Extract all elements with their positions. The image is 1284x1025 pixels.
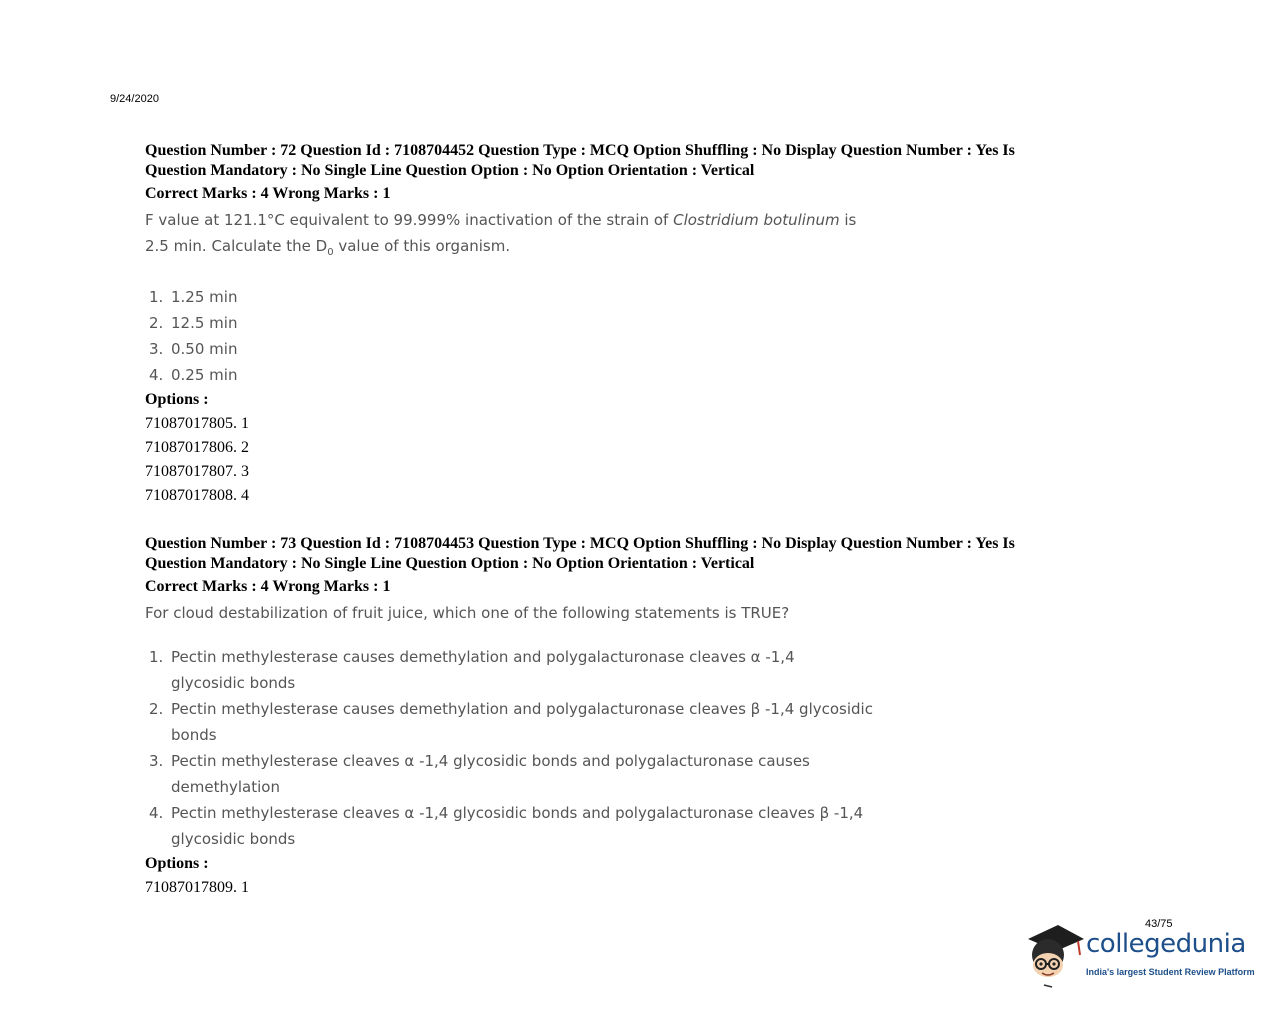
choice-number: 2.	[149, 700, 164, 718]
question-72	[145, 141, 1105, 508]
choice-number: 4.	[149, 366, 164, 384]
choice-text: 0.50 min	[171, 340, 238, 358]
choice-number: 1.	[149, 648, 164, 666]
meta-line-2: Question Mandatory : No Single Line Question Option : No Option Orientation : Vertical	[145, 161, 755, 179]
question-meta	[145, 141, 1105, 180]
question-stem	[145, 207, 1105, 266]
choice-item	[149, 644, 1105, 696]
stem-text: F value at 121.1°C equivalent to 99.999% inactivation of the strain of	[145, 211, 674, 229]
meta-line-1: Question Number : 73 Question Id : 7108704453 Question Type : MCQ Option Shuffling : No Display Question Number : Yes Is	[145, 535, 1015, 552]
logo-wordmark: collegedunia	[1086, 929, 1246, 959]
mascot-icon	[1022, 915, 1086, 990]
question-73	[145, 534, 1105, 900]
option-id: 71087017809. 1	[145, 879, 249, 896]
options-label: Options :	[145, 855, 209, 872]
choice-text: 1.25 min	[171, 288, 238, 306]
choice-number: 4.	[149, 804, 164, 822]
question-meta	[145, 534, 1105, 573]
meta-line-1: Question Number : 72 Question Id : 7108704452 Question Type : MCQ Option Shuffling : No Display Question Number : Yes Is	[145, 142, 1015, 159]
choice-number: 2.	[149, 314, 164, 332]
logo-tagline: India's largest Student Review Platform	[1086, 967, 1255, 977]
collegedunia-logo[interactable]	[1022, 915, 1262, 995]
organism-name: Clostridium botulinum	[673, 211, 840, 229]
option-id: 71087017807. 3	[145, 463, 249, 480]
choice-text: demethylation	[171, 778, 280, 796]
choice-text: Pectin methylesterase causes demethylation and polygalacturonase cleaves β -1,4 glycosidic	[171, 700, 873, 718]
marks-line: Correct Marks : 4 Wrong Marks : 1	[145, 578, 391, 595]
choice-item	[149, 696, 1105, 748]
subscript: 0	[327, 247, 334, 258]
choice-item	[149, 800, 1105, 852]
choice-item	[149, 748, 1105, 800]
choice-text: Pectin methylesterase cleaves α -1,4 glycosidic bonds and polygalacturonase cleaves β -1,4	[171, 804, 864, 822]
choice-item	[149, 284, 1105, 310]
choice-text: glycosidic bonds	[171, 830, 296, 848]
choice-text: Pectin methylesterase cleaves α -1,4 glycosidic bonds and polygalacturonase causes	[171, 752, 810, 770]
choice-number: 1.	[149, 288, 164, 306]
option-id: 71087017808. 4	[145, 487, 249, 504]
choice-number: 3.	[149, 340, 164, 358]
choice-item	[149, 362, 1105, 388]
choice-list	[145, 644, 1105, 852]
choice-item	[149, 310, 1105, 336]
print-date: 9/24/2020	[110, 93, 159, 105]
stem-text: is	[839, 211, 857, 229]
choice-text: Pectin methylesterase causes demethylation and polygalacturonase cleaves α -1,4	[171, 648, 795, 666]
choice-text: glycosidic bonds	[171, 674, 296, 692]
choice-text: 12.5 min	[171, 314, 238, 332]
choice-number: 3.	[149, 752, 164, 770]
choice-item	[149, 336, 1105, 362]
choice-text: 0.25 min	[171, 366, 238, 384]
marks-line: Correct Marks : 4 Wrong Marks : 1	[145, 185, 391, 202]
choice-list	[145, 284, 1105, 388]
choice-text: bonds	[171, 726, 217, 744]
stem-text: 2.5 min. Calculate the D	[145, 237, 328, 255]
option-id: 71087017805. 1	[145, 415, 249, 432]
meta-line-2: Question Mandatory : No Single Line Question Option : No Option Orientation : Vertical	[145, 554, 755, 572]
page-number: 43/75	[1145, 918, 1173, 930]
stem-text: value of this organism.	[333, 237, 511, 255]
question-stem: For cloud destabilization of fruit juice, which one of the following statements is TRUE?	[145, 604, 790, 622]
option-id: 71087017806. 2	[145, 439, 249, 456]
options-label: Options :	[145, 391, 209, 408]
